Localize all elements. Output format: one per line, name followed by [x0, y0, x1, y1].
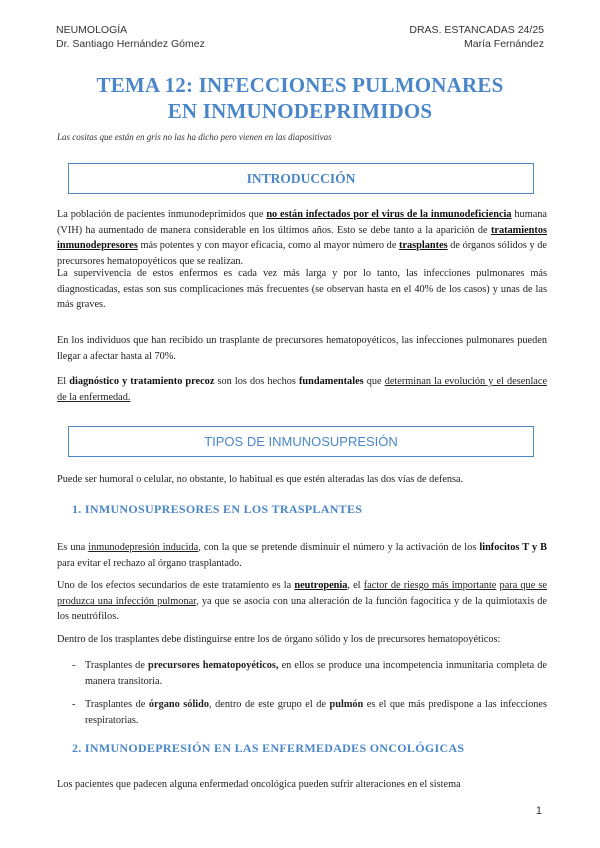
header-subject: NEUMOLOGÍA	[56, 24, 128, 36]
header-professor: Dr. Santiago Hernández Gómez	[56, 38, 205, 50]
list-item: - Trasplantes de precursores hematopoyéticos, en ellos se produce una incompetencia inmunitaria completa de manera transitoria.	[72, 660, 547, 687]
s1-paragraph-2: Uno de los efectos secundarios de este tratamiento es la neutropenia, el factor de riesgo más importante para que se produzca una infección pulmonar, ya que se asocia con una alteración de la función fagocítica y de la quimiotaxis de los neutrófilos.	[57, 580, 548, 622]
tipos-paragraph-1: Puede ser humoral o celular, no obstante, lo habitual es que estén alteradas las dos vías de defensa.	[57, 474, 464, 485]
header-course: DRAS. ESTANCADAS 24/25	[409, 24, 544, 36]
list-dash: -	[72, 699, 76, 710]
header-author: María Fernández	[464, 38, 544, 50]
gray-note: Las cositas que están en gris no las ha dicho pero vienen en las diapositivas	[57, 132, 332, 142]
title-line-1: TEMA 12: INFECCIONES PULMONARES	[96, 73, 504, 97]
intro-paragraph-3: En los individuos que han recibido un trasplante de precursores hematopoyéticos, las infecciones pulmonares pueden llegar a afectar hasta al 70%.	[57, 335, 547, 362]
header-left	[56, 23, 205, 51]
subsection-heading-1: 1. INMUNOSUPRESORES EN LOS TRASPLANTES	[72, 502, 363, 516]
s2-paragraph-1: Los pacientes que padecen alguna enfermedad oncológica pueden sufrir alteraciones en el sistema	[57, 779, 461, 790]
subsection-heading-2: 2. INMUNODEPRESIÓN EN LAS ENFERMEDADES ONCOLÓGICAS	[72, 741, 465, 755]
header-right	[409, 23, 544, 51]
title-line-2: EN INMUNODEPRIMIDOS	[167, 99, 433, 123]
intro-paragraph-1: La población de pacientes inmunodeprimidos que no están infectados por el virus de la inmunodeficiencia humana (VIH) ha aumentado de manera considerable en los últimos años. Esto se debe tanto a la aparición de tratamientos inmunodepresores más potentes y con mayor eficacia, como al mayor número de trasplantes de órganos sólidos y de precursores hematopoyéticos que se realizan.	[57, 209, 548, 267]
intro-paragraph-2: La supervivencia de estos enfermos es cada vez más larga y por lo tanto, las infecciones pulmonares más diagnosticadas, estas son sus complicaciones más frecuentes (se observan hasta en el 40% de los casos) y unas de las más graves.	[57, 268, 547, 310]
list-item: - Trasplantes de órgano sólido, dentro de este grupo el de pulmón es el que más predispone a las infecciones respiratorias.	[72, 699, 547, 726]
list-dash: -	[72, 660, 76, 671]
page-title	[0, 72, 600, 124]
s1-paragraph-1: Es una inmunodepresión inducida, con la que se pretende disminuir el número y la activación de los linfocitos T y B para evitar el rechazo al órgano trasplantado.	[57, 542, 547, 569]
intro-paragraph-4: El diagnóstico y tratamiento precoz son los dos hechos fundamentales que determinan la evolución y el desenlace de la enfermedad.	[57, 376, 548, 403]
section-heading-introduccion: INTRODUCCIÓN	[68, 163, 534, 194]
page-number: 1	[535, 805, 542, 817]
s1-paragraph-3: Dentro de los trasplantes debe distinguirse entre los de órgano sólido y los de precursores hematopoyéticos:	[57, 634, 501, 645]
section-heading-tipos: TIPOS DE INMUNOSUPRESIÓN	[68, 426, 534, 457]
